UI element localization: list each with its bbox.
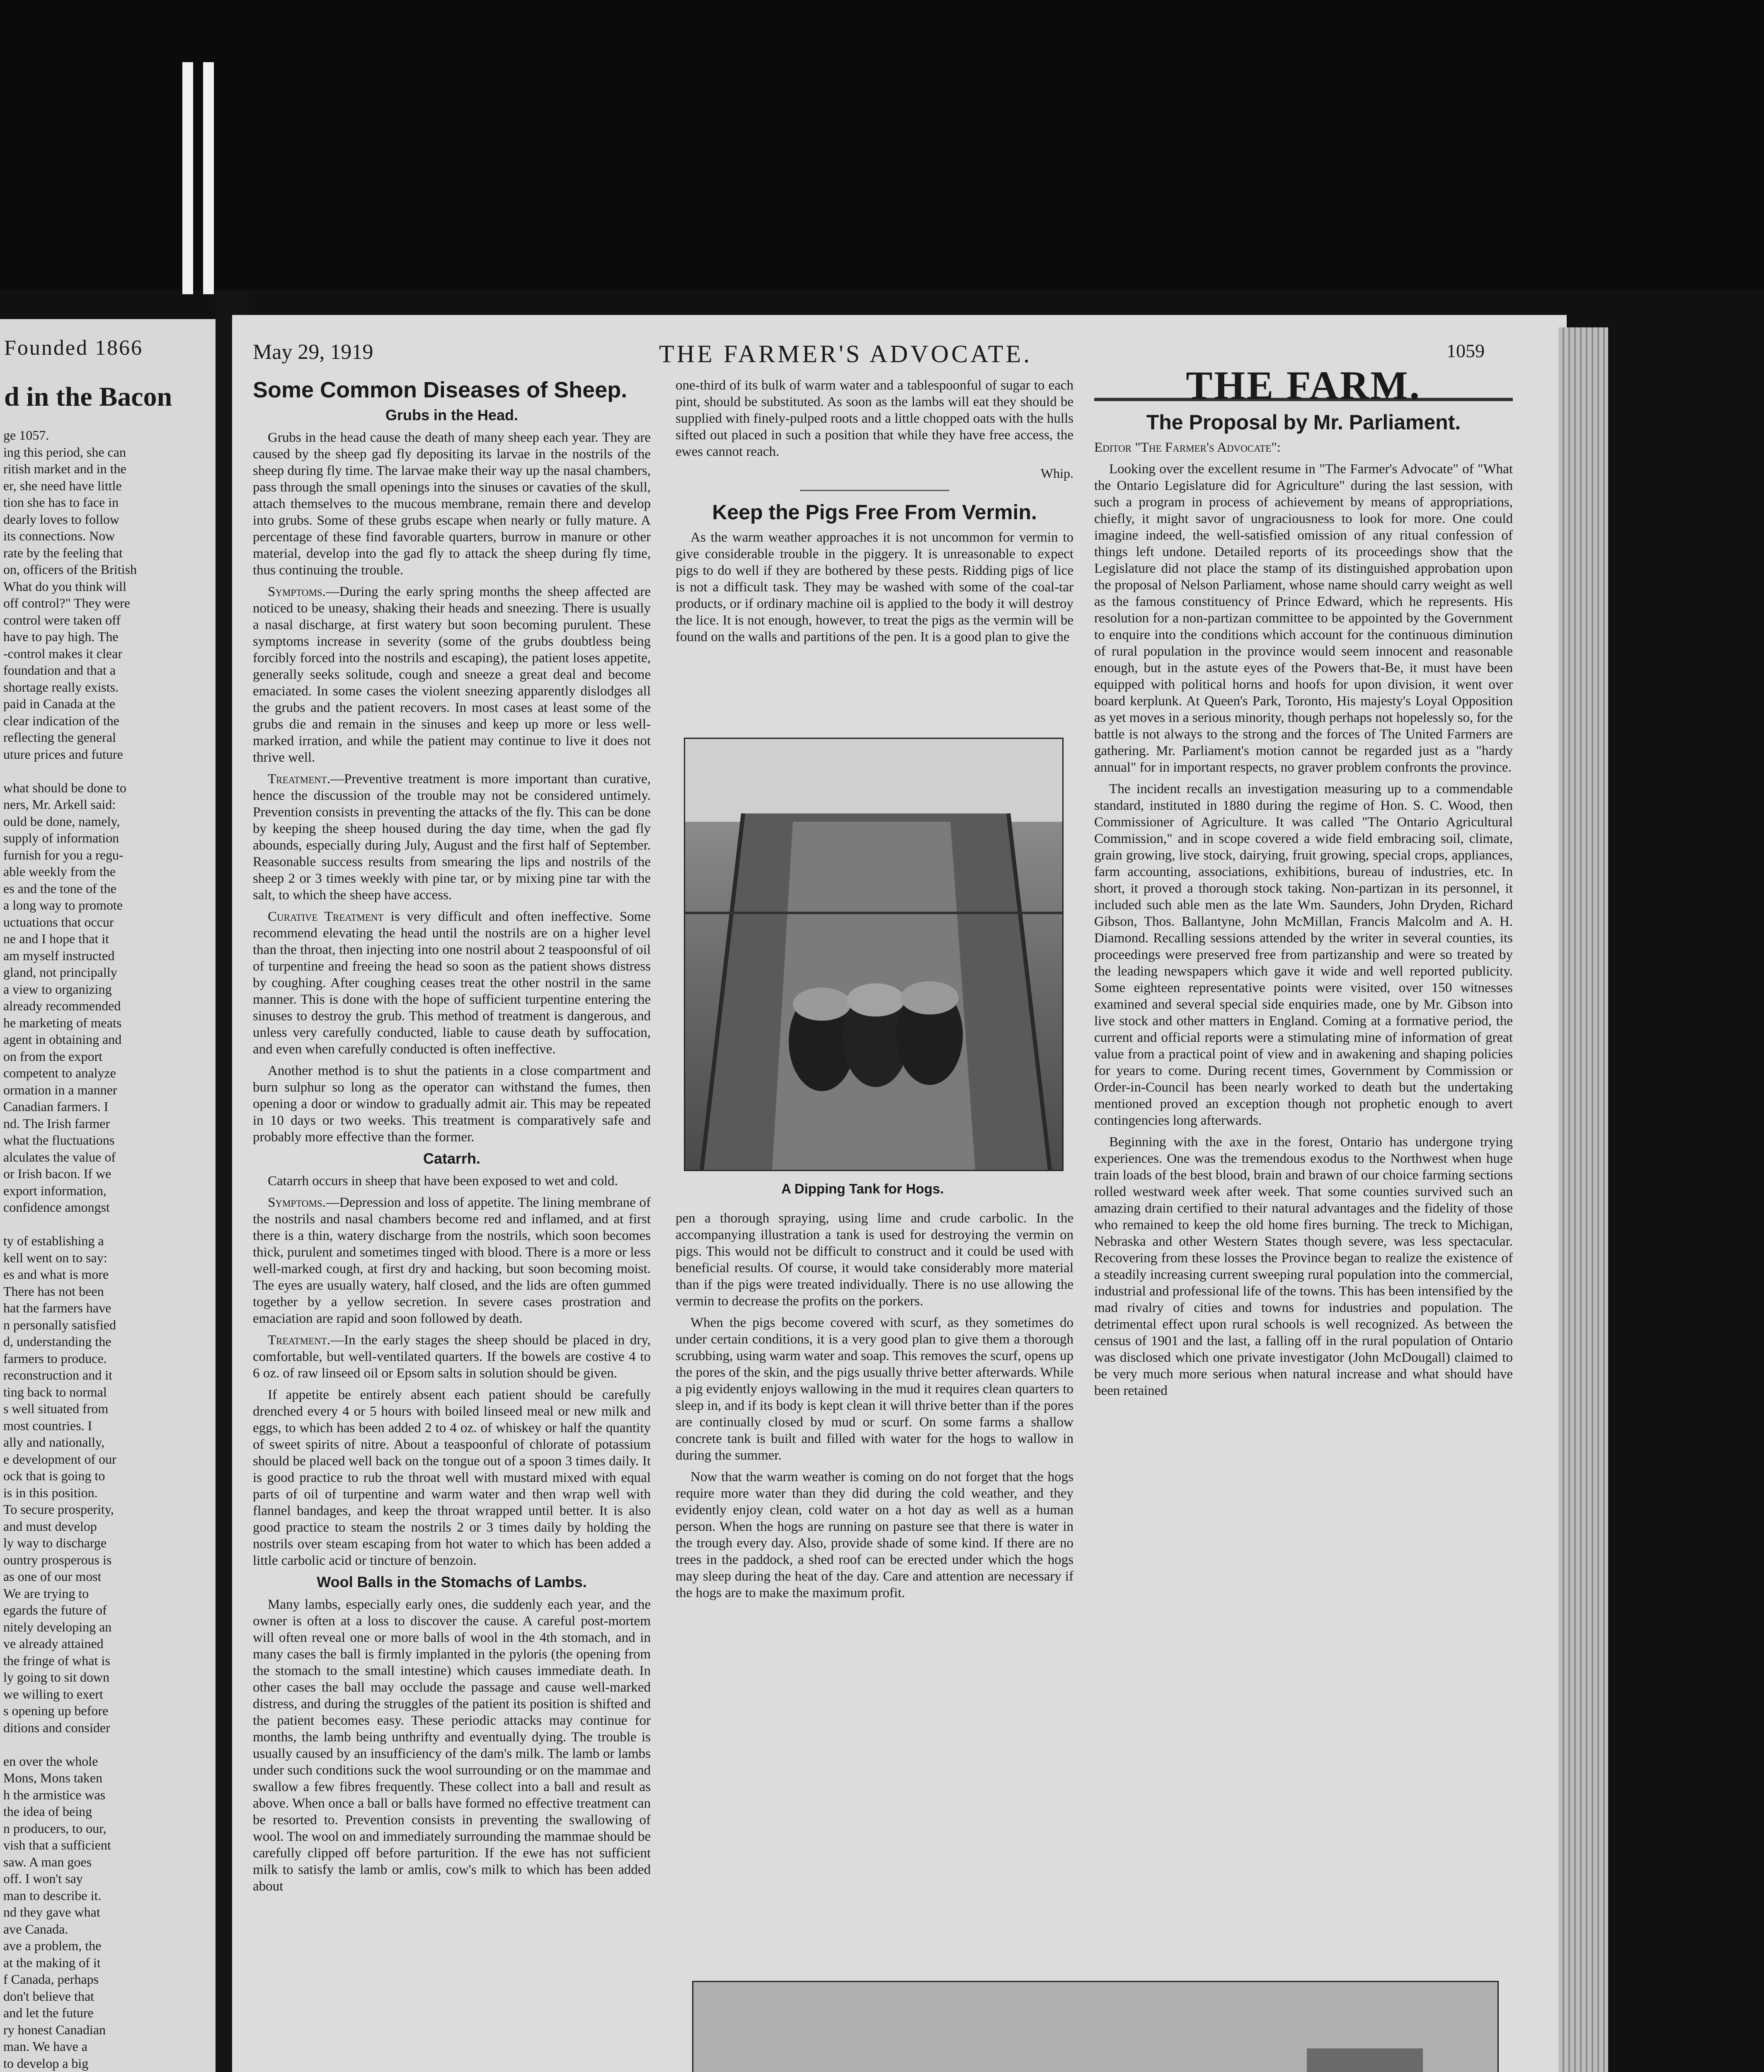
left-page-line: don't believe that [3,1988,94,2004]
sheep-paragraph: Another method is to shut the patients in a close compartment and burn sulphur so long as the operator can withstand the fumes, then opening a door or window to gradually admit air. This may be repeated in 10 days or two weeks. This treatment is comparatively safe and probably more effective than the former. [253,1063,651,1145]
left-page-line [3,762,211,779]
left-page-line: we willing to exert [3,1686,103,1702]
issue-date: May 29, 1919 [253,340,373,364]
sheep-paragraph [253,908,651,1058]
left-page-line: reflecting the general [3,730,116,745]
left-page-line: paid in Canada at the [3,696,116,711]
paragraph-text: —Depression and loss of appetite. The lining membrane of the nostrils and nasal chambers become red and inflamed, and at first there is a thin, watery discharge from the nostrils, which soon becomes thick, purulent and sometimes tinged with blood. There is a more or less well-marked cough, at first dry and hacking, but soon becoming moist. The eyes are usually watery, half closed, and the lids are often gummed together by a yellow secretion. In severe cases prostration and emaciation are rapid and soon followed by death. [253,1195,651,1326]
left-page-line: ting back to normal [3,1384,107,1399]
left-page-line: or Irish bacon. If we [3,1166,111,1181]
left-page-line: gland, not principally [3,965,117,980]
left-page-line [3,1216,211,1233]
left-page-line: able weekly from the [3,864,116,879]
left-page-header: Founded 1866 [4,336,143,360]
left-page-line: he marketing of meats [3,1015,122,1030]
left-page-line: nd. The Irish farmer [3,1116,110,1131]
paragraph-text: —Preventive treatment is more important than curative, hence the discussion of the trouble may not be considered untimely. Prevention consists in preventing the attacks of the fly. This can be done by keeping the sheep housed during the day time, when the gad fly abounds, especially during July, August and the first half of September. Reasonable success results from smearing the lips and nostrils of the sheep 2 or 3 times weekly with pine tar, or by mixing pine tar with the salt, to which the sheep have access. [253,772,651,903]
left-page-line: Mons, Mons taken [3,1770,103,1785]
left-page-line: ty of establishing a [3,1233,104,1248]
editor-salutation: Editor "The Farmer's Advocate": [1094,440,1281,455]
left-page-line: kell went on to say: [3,1250,107,1265]
left-page-line: n producers, to our, [3,1820,107,1836]
left-page-line: ing this period, she can [3,444,126,460]
left-page-line: nitely developing an [3,1619,112,1634]
left-page-line: man. We have a [3,2039,87,2054]
left-page-line: ditions and consider [3,1720,110,1735]
left-page-line: -control makes it clear [3,646,122,661]
photo-caption-dipping-tank: A Dipping Tank for Hogs. [781,1181,944,1196]
sheep-paragraph [253,771,651,903]
pigs-article-title: Keep the Pigs Free From Vermin. [712,501,1037,524]
photo-contented-cattle [692,1981,1499,2072]
left-page-line: ly way to discharge [3,1535,107,1550]
left-page-line: off. I won't say [3,1871,83,1886]
left-page-title-fragment: d in the Bacon [4,382,172,412]
left-page-line: es and what is more [3,1267,109,1282]
left-page-line: There has not been [3,1283,104,1299]
farm-article-title: The Proposal by Mr. Parliament. [1146,411,1461,434]
sheep-paragraph: Catarrh occurs in sheep that have been exposed to wet and cold. [268,1174,618,1188]
left-page-line: tion she has to face in [3,495,119,510]
run-in-label: Treatment. [268,1333,331,1348]
left-page-line: the idea of being [3,1804,92,1819]
left-page-line: rate by the feeling that [3,545,123,560]
pigs-paragraph: As the warm weather approaches it is not uncommon for vermin to give considerable trouble in the piggery. It is unreasonable to expect pigs to do well if they are bothered by these pests. Ridding pigs of lice is not a difficult task. They may be washed with some of the coal-tar products, or if ordinary machine oil is applied to the body it will destroy the lice. It is not enough, however, to treat the pigs as the vermin will be found on the walls and partitions of the pen. It is a good plan to give the [676,530,1073,644]
left-page-line: ally and nationally, [3,1435,105,1450]
left-page-line: a long way to promote [3,898,123,913]
dipping-tank-illustration [685,739,1062,1170]
left-page-line [3,1736,211,1753]
run-in-label: Symptoms. [268,584,326,599]
left-page-line: on from the export [3,1048,103,1064]
farm-paragraph: The incident recalls an investigation measuring up to a commendable standard, instituted in 1880 during the regime of Hon. S. C. Wood, then Commissioner of Agriculture. It was called "The Ontario Agricultural Commission," and in scope covered a wide field embracing soil, climate, grain growing, live stock, dairying, fruit growing, special crops, appliances, farm accounting, associations, exhibitions, bureau of industries, etc. In short, it proved a thorough stock taking. Non-partizan in its personnel, it included such able men as the late Wm. Saunders, John Dryden, Richard Gibson, Thos. Ballantyne, John McMillan, Francis Malcolm and A. H. Diamond. Recalling sessions attended by the writer in several counties, its proceedings were preserved free from partizanship and were so treated by the leading newspapers which gave it wide and well reported publicity. Some eighteen representative points were visited, over 150 witnesses examined and several special side enquiries made, one by Mr. Gibson into live stock and other matters in England. Coming at a formative period, the current and official reports were a stimulating mine of information of great value from a practical point of view and in awakening and shaping policies for years to come. During recent times, Government by Commission or Order-in-Council has been nearly worked to death but the undertaking mentioned proved an exception though not prophetic enough to avert contingencies long afterwards. [1094,782,1513,1128]
continued-paragraph: one-third of its bulk of warm water and a tablespoonful of sugar to each pint, should be substituted. As soon as the lambs will eat they should be supplied with finely-pulped roots and a little chopped oats with the hulls sifted out placed in such a position that while they have free access, the ewes cannot reach. [676,378,1073,459]
left-page-line: to develop a big [3,2055,89,2071]
left-page-line: What do you think will [3,579,126,594]
sheep-article-title: Some Common Diseases of Sheep. [253,378,628,402]
left-page-line: most countries. I [3,1418,92,1433]
newspaper-page [232,315,1567,2072]
left-page-line: competent to analyze [3,1065,116,1080]
left-page-line: ly going to sit down [3,1670,110,1685]
left-page-line: ge 1057. [3,428,49,443]
left-page-line: ountry prosperous is [3,1552,112,1567]
left-page-line: agent in obtaining and [3,1032,122,1047]
left-page-line: dearly loves to follow [3,511,119,527]
left-page-line: ne and I hope that it [3,931,109,946]
left-page-line: man to describe it. [3,1888,102,1903]
left-page-line: as one of our most [3,1569,102,1584]
left-page-line: en over the whole [3,1753,98,1769]
section-title-the-farm: THE FARM. [1186,363,1421,407]
left-page-line: ve already attained [3,1636,104,1651]
left-page-line: supply of information [3,830,119,845]
left-page-line: es and the tone of the [3,881,116,896]
photo-dipping-tank [684,738,1064,1171]
sheep-paragraph: Many lambs, especially early ones, die suddenly each year, and the owner is often at a loss to discover the cause. A careful post-mortem will often reveal one or more balls of wool in the 4th stomach, and in many cases the ball is firmly implanted in the pyloris (the opening from the stomach to the small intestine) which causes immediate death. In other cases the ball may occlude the passage and cause well-marked distress, and during the struggles of the patient its position is shifted and the patient becomes easy. These periodic attacks may continue for months, the lamb being unthrifty and eventually dying. The trouble is usually caused by an insufficiency of the dam's milk. The lamb or lambs under such conditions suck the wool surrounding or on the mammae and swallow a few fibres frequently. These collect into a ball and result as above. When once a ball or balls have formed no effective treatment can be resorted to. Prevention consists in preventing the swallowing of wool. The wool on and immediately surrounding the mammae should be carefully clipped off before parturition. If the ewe has not sufficient milk to satisfy the lamb or amlis, cow's milk to which has been added about [253,1597,651,1894]
sheep-paragraph: If appetite be entirely absent each patient should be carefully drenched every 4 or 5 hours with boiled linseed meal or new milk and eggs, to which has been added 2 to 4 oz. of whiskey or half the quantity of sweet spirits of nitre. About a teaspoonful of chlorate of potassium should be placed well back on the tongue out of a spoon 3 times daily. It is good practice to rub the throat well with mustard mixed with equal parts of oil of turpentine and warm water and then wrap well with flannel bandages, and keep the throat wrapped until better. It is also good practice to steam the nostrils 2 or 3 times daily by holding the nostrils over steam escaping from hot water to which has been added a little carbolic acid or tincture of benzoin. [253,1387,651,1568]
left-page-line: saw. A man goes [3,1854,92,1869]
left-page-line: the fringe of what is [3,1653,110,1668]
run-in-label: Curative Treatment [268,909,384,924]
left-page-line: foundation and that a [3,663,116,678]
left-page-line: and let the future [3,2005,94,2020]
light-bar-right [203,62,214,294]
farm-paragraph: Beginning with the axe in the forest, Ontario has undergone trying experiences. One was the tremendous exodus to the Northwest when huge train loads of the best blood, brain and brawn of our choice farming sections rolled westward week after week. That some counties survived such an amazing drain certified to their natural advantages and the fidelity of those who remained to keep the old home fires burning. The treck to Michigan, Nebraska and other Western States though severe, was less spectacular. Recovering from these losses the Province began to realize the existence of a steadily increasing current sweeping rural population into the commercial, industrial and professional life of the towns. This has been intensified by the mad rivalry of cities and towns for industries and population. The detrimental effect upon rural schools is well recognized. As between the census of 1901 and the last, a falling off in the rural population of Ontario was disclosed which one private investigator (John McDougall) claimed to be very much more serious when natural increase and what should have been retained [1094,1135,1513,1398]
left-page-line: egards the future of [3,1602,107,1617]
left-page-line: d, understanding the [3,1334,111,1349]
left-page-line: is in this position. [3,1485,98,1500]
left-page-line: n personally satisfied [3,1317,116,1332]
left-page-line: reconstruction and it [3,1368,113,1382]
left-page-line: nd they gave what [3,1905,100,1920]
left-page-line: what the fluctuations [3,1133,115,1147]
light-bar-left [182,62,193,294]
left-page-line: shortage really exists. [3,679,119,695]
subhead-catarrh: Catarrh. [423,1150,481,1167]
left-page-line: and must develop [3,1518,97,1534]
left-page-fragment [0,319,216,2072]
left-page-line: control were taken off [3,612,121,627]
left-page-line: er, she need have little [3,478,122,493]
left-page-line: a view to organizing [3,981,112,997]
left-page-line: at the making of it [3,1955,101,1970]
left-page-line: ave a problem, the [3,1938,102,1953]
left-page-line: already recommended [3,998,121,1013]
left-page-line: uture prices and future [3,746,123,762]
left-page-line: hat the farmers have [3,1300,111,1315]
scan-background-top [0,0,1764,290]
left-page-line: uctuations that occur [3,914,114,929]
farm-paragraph: Looking over the excellent resume in "The Farmer's Advocate" of "What the Ontario Legislature did for Agriculture" during the last session, with such a program in process of achievement by means of appropriations, chiefly, it might savor of ungraciousness to look for more. One could imagine indeed, the well-satisfied omission of any ritual confession of things left undone. Detailed reports of its proceedings show that the Legislature did not place the stamp of its distinguished approbation upon the proposal of Nelson Parliament, whose name should carry weight as well as the famous constituency of Prince Edward, which he represents. His resolution for a non-partizan committee to be appointed by the Government to enquire into the conditions which account for the continuous diminution of rural population in the province would seem innocent and reasonable enough, but in the astute eyes of the Powers that-Be, it must have been equipped with political horns and hoofs for upon division, it went over board kerplunk. At Queen's Park, Toronto, His majesty's Loyal Opposition as yet moves in a serious minority, though perhaps not hopelessly so, for the battle is not always to the strong and the forces of The United Farmers are gathering. Mr. Parliament's motion cannot be regarded just as a "hardy annual" for in important respects, no graver problem confronts the province. [1094,462,1513,775]
left-page-line: have to pay high. The [3,629,119,644]
left-page-line: its connections. Now [3,528,115,543]
book-page-edges [1558,327,1608,2072]
left-page-line: To secure prosperity, [3,1502,114,1517]
sheep-paragraph: Grubs in the head cause the death of many sheep each year. They are caused by the sheep gad fly depositing its larvae in the nostrils of the sheep during fly time. The larvae make their way up the nasal chambers, pass through the small openings into the sinuses or cavaties of the skull, attach themselves to the mucous membrane, remain there and develop into grubs. Some of these grubs escape when nearly or fully mature. A percentage of these find favorable quarters, burrow in manure or other material, develop into the gad fly to attack the sheep during fly time, thus continuing the trouble. [253,430,651,578]
author-signature: Whip. [1040,466,1073,481]
subhead-grubs: Grubs in the Head. [385,407,519,424]
left-page-line: clear indication of the [3,713,119,728]
left-page-line: We are trying to [3,1585,89,1601]
cattle-illustration [693,1982,1497,2072]
left-page-line: furnish for you a regu- [3,847,124,862]
page-number: 1059 [1447,340,1485,361]
paragraph-text: —In the early stages the sheep should be placed in dry, comfortable, but well-ventilated quarters. If the bowels are costive 4 to 6 oz. of raw linseed oil or Epsom salts in solution should be given. [253,1333,651,1381]
left-page-line: confidence amongst [3,1200,110,1215]
left-page-line: ock that is going to [3,1468,105,1483]
left-page-line: am myself instructed [3,948,115,963]
left-page-line: off control?" They were [3,595,130,610]
left-page-line: vish that a sufficient [3,1837,111,1852]
left-page-line: ritish market and in the [3,461,126,476]
left-page-line: export information, [3,1183,107,1198]
sheep-paragraph [253,583,651,766]
run-in-label: Treatment. [268,772,331,787]
left-page-line: ry honest Canadian [3,2022,106,2037]
left-page-line: h the armistice was [3,1787,106,1802]
left-page-line: s well situated from [3,1401,109,1416]
left-page-line: on, officers of the British [3,562,137,577]
left-page-line: f Canada, perhaps [3,1972,99,1987]
sheep-paragraph [253,1194,651,1327]
left-page-line: Canadian farmers. I [3,1099,109,1114]
column-sheep-diseases [253,377,651,1900]
paragraph-text: is very difficult and often ineffective. Some recommend elevating the head until the nostrils are on a higher level than the throat, then injecting into one nostril about 2 teaspoonsful of oil of turpentine and freeing the head so soon as the patient shows distress by coughing. After coughing ceases treat the other nostril in the same manner. This is done with the hope of sufficient turpentine entering the sinuses to destroy the grub. This method of treatment is dangerous, and unless very carefully conducted, liable to cause death by suffocation, and even when carefully conducted is often ineffective. [253,909,651,1057]
run-in-label: Symptoms. [268,1195,326,1210]
left-page-line: what should be done to [3,780,126,795]
left-page-line: e development of our [3,1451,116,1467]
pigs-paragraph: Now that the warm weather is coming on do not forget that the hogs require more water than they did during the cold weather, and they evidently enjoy clean, cold water on a hot day as well as a human person. When the hogs are running on pasture see that there is water in the trough every day. Also, provide shade of some kind. If there are no trees in the paddock, a shed roof can be erected under which the hogs may sleep during the heat of the day. Care and attention are necessary if the hogs are to make the maximum profit. [676,1469,1073,1600]
left-page-line: ners, Mr. Arkell said: [3,797,116,812]
left-page-line: ormation in a manner [3,1082,117,1097]
left-page-line: s opening up before [3,1703,109,1718]
left-page-line: ave Canada. [3,1921,68,1936]
column-the-farm [1094,363,1513,1404]
left-page-text-column [3,427,211,2072]
sheep-paragraph [253,1332,651,1382]
masthead: THE FARMER'S ADVOCATE. [659,340,1032,368]
left-page-line: alculates the value of [3,1149,116,1164]
left-page-line: farmers to produce. [3,1351,107,1366]
paragraph-text: —During the early spring months the sheep affected are noticed to be uneasy, shaking their heads and sneezing. There is usually a nasal discharge, at first watery but soon becoming purulent. These symptoms increase in severity (some of the grubs doubtless being forcibly forced into the nostrils and escaping), the patient loses appetite, generally seeks solitude, cough and sneeze a great deal and become emaciated. In some cases the violent sneezing apparently dislodges all the grubs and the patient recovers. In most cases at least some of the grubs die and remain in the sinuses and keep up more or less well-marked irration, and while the patient may continue to live it does not thrive well. [253,584,651,765]
column-pigs [676,377,1073,650]
subhead-wool-balls: Wool Balls in the Stomachs of Lambs. [317,1573,587,1590]
pigs-paragraph: When the pigs become covered with scurf, as they sometimes do under certain conditions, it is a very good plan to give them a thorough scrubbing, using warm water and soap. This removes the scurf, opens up the pores of the skin, and the pigs usually thrive better afterwards. While a pig evidently enjoys wallowing in the mud it requires clean quarters to sleep in, and if its body is kept clean it will thrive better than if the pores are continually closed by mud or scurf. On some farms a shallow concrete tank is built and filled with water for the hogs to wallow in during the summer. [676,1315,1073,1463]
pigs-paragraph: pen a thorough spraying, using lime and crude carbolic. In the accompanying illustration a tank is used for destroying the vermin on pigs. This would not be difficult to construct and it could be used with beneficial results. Of course, it would take considerably more material than if the pigs were treated individually. There is no use allowing the vermin to decrease the profits on the porkers. [676,1211,1073,1309]
column-pigs-continued [676,1210,1073,1606]
divider [800,490,949,491]
left-page-line: ould be done, namely, [3,813,120,829]
